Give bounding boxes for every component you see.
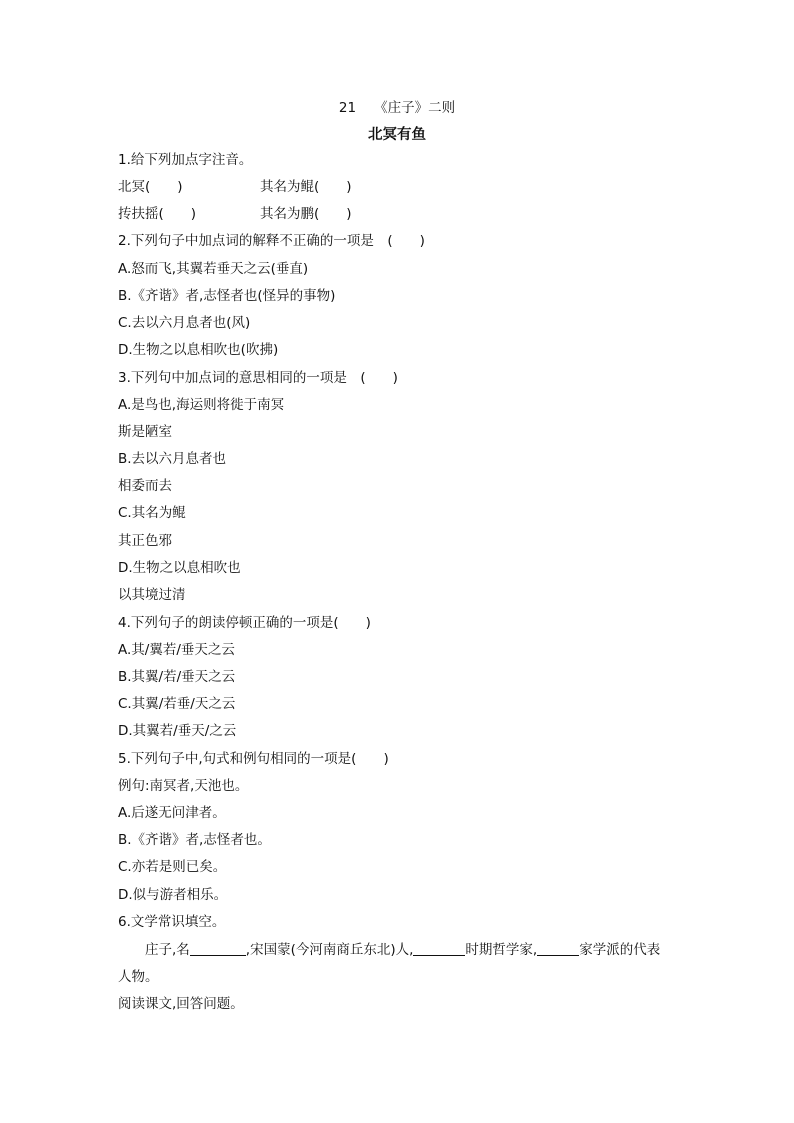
- q6-text-philosopher: 时期哲学家,: [465, 942, 538, 958]
- q3-option-a-line2: 斯是陋室: [118, 424, 172, 440]
- q1-row-2: [118, 205, 418, 223]
- q2-option-d: D.生物之以息相吹也(吹拂): [118, 342, 279, 358]
- q6-blank-name[interactable]: [190, 941, 246, 956]
- q5-option-d: D.似与游者相乐。: [118, 887, 228, 903]
- q2-option-a: A.怒而飞,其翼若垂天之云(垂直): [118, 261, 309, 277]
- q6-blank-period[interactable]: [413, 941, 465, 956]
- q1-row-1: [118, 178, 418, 196]
- q2-option-b: B.《齐谐》者,志怪者也(怪异的事物): [118, 288, 336, 304]
- q2-prompt: 2.下列句子中加点词的解释不正确的一项是 ( ): [118, 233, 425, 249]
- lesson-name: 《庄子》二则: [374, 100, 456, 116]
- q6-text-origin: ,宋国蒙(今河南商丘东北)人,: [245, 942, 414, 958]
- q1-prompt: 1.给下列加点字注音。: [118, 152, 253, 168]
- q3-option-d-line2: 以其境过清: [118, 587, 186, 603]
- q6-fill-end: 人物。: [118, 969, 159, 985]
- q3-option-a-line1: A.是鸟也,海运则将徙于南冥: [118, 397, 285, 413]
- q3-prompt: 3.下列句中加点词的意思相同的一项是 ( ): [118, 370, 398, 386]
- q1-item-tuanfuyao: 抟扶摇( ): [118, 206, 197, 222]
- q3-option-b-line2: 相委而去: [118, 478, 172, 494]
- q5-option-a: A.后遂无问津者。: [118, 805, 226, 821]
- q6-prompt: 6.文学常识填空。: [118, 914, 226, 930]
- reading-instruction: 阅读课文,回答问题。: [118, 996, 244, 1012]
- q6-text-name: 庄子,名: [145, 942, 190, 958]
- q3-option-d-line1: D.生物之以息相吹也: [118, 560, 241, 576]
- q4-option-d: D.其翼若/垂天/之云: [118, 723, 237, 739]
- q2-option-c: C.去以六月息者也(风): [118, 315, 251, 331]
- section-subtitle: 北冥有鱼: [368, 127, 426, 143]
- q6-fill-sentence: [145, 941, 660, 959]
- q6-text-representative: 家学派的代表: [579, 942, 661, 958]
- q5-example: 例句:南冥者,天池也。: [118, 778, 249, 794]
- lesson-title: [0, 96, 794, 116]
- q4-option-b: B.其翼/若/垂天之云: [118, 669, 236, 685]
- q6-blank-school[interactable]: [537, 941, 579, 956]
- q1-item-beiming: 北冥( ): [118, 179, 183, 195]
- q5-prompt: 5.下列句子中,句式和例句相同的一项是( ): [118, 751, 389, 767]
- q1-item-peng: 其名为鹏( ): [260, 206, 352, 222]
- q3-option-c-line2: 其正色邪: [118, 533, 172, 549]
- q4-option-c: C.其翼/若垂/天之云: [118, 696, 236, 712]
- q5-option-b: B.《齐谐》者,志怪者也。: [118, 832, 271, 848]
- q3-option-c-line1: C.其名为鲲: [118, 505, 186, 521]
- q4-option-a: A.其/翼若/垂天之云: [118, 642, 235, 658]
- q4-prompt: 4.下列句子的朗读停顿正确的一项是( ): [118, 615, 371, 631]
- q5-option-c: C.亦若是则已矣。: [118, 859, 227, 875]
- q3-option-b-line1: B.去以六月息者也: [118, 451, 227, 467]
- q1-item-kun: 其名为鲲( ): [260, 179, 352, 195]
- lesson-number: 21: [338, 100, 357, 116]
